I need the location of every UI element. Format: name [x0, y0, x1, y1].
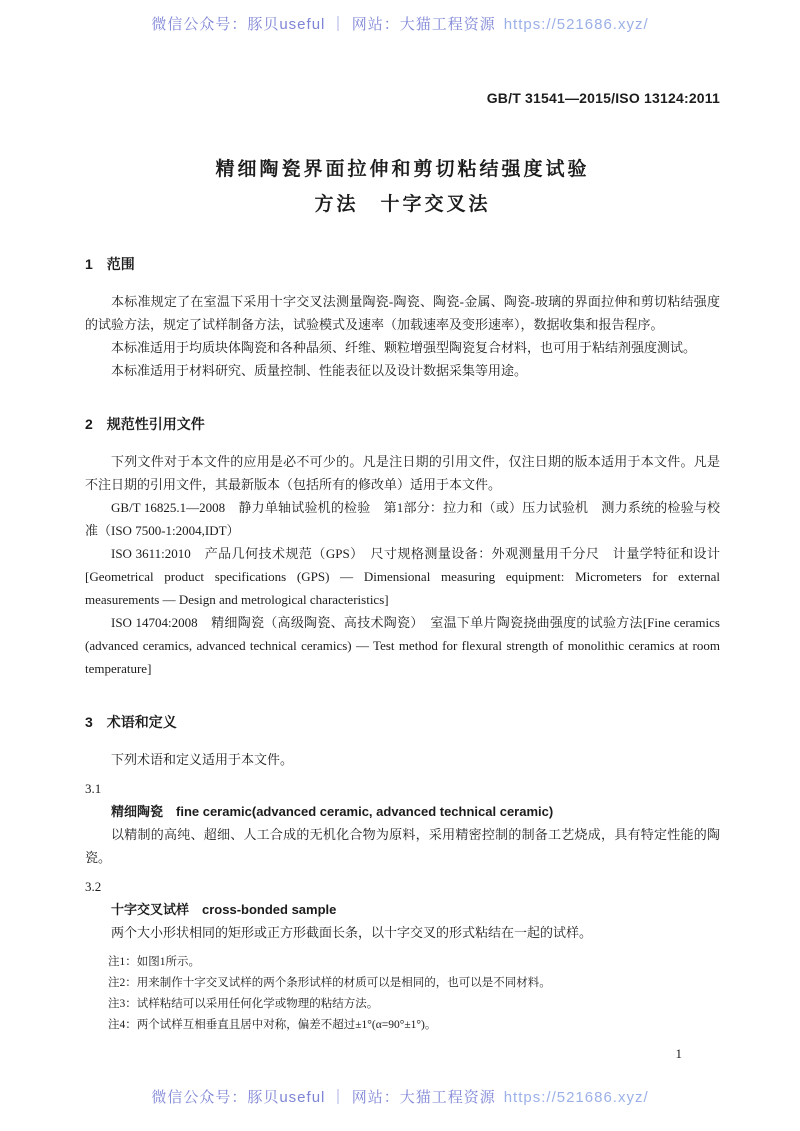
section-1-paragraph: 本标准适用于材料研究、质量控制、性能表征以及设计数据采集等用途。 [111, 363, 528, 378]
section-3-heading: 3 术语和定义 [85, 714, 177, 730]
notes-block [85, 952, 720, 1036]
reference-entry: ISO 3611:2010 产品几何技术规范（GPS） 尺寸规格测量设备：外观测量用千分尺 计量学特征和设计[Geometrical product specifications (GPS) — Dimensional measuring equipment: Micrometers for external measurements — Design and metrological characteristics] [85, 546, 720, 607]
note-4: 注4：两个试样互相垂直且居中对称，偏差不超过±1°(α=90°±1°)。 [108, 1019, 437, 1031]
watermark-text: 微信公众号：豚贝useful ｜ 网站：大猫工程资源 [151, 1089, 496, 1106]
note-2: 注2：用来制作十字交叉试样的两个条形试样的材质可以是相同的，也可以是不同材料。 [108, 977, 551, 989]
section-1-paragraph: 本标准适用于均质块体陶瓷和各种晶须、纤维、颗粒增强型陶瓷复合材料，也可用于粘结剂强度测试。 [111, 340, 697, 355]
section-3-intro: 下列术语和定义适用于本文件。 [111, 752, 294, 767]
reference-entry: ISO 14704:2008 精细陶瓷（高级陶瓷、高技术陶瓷） 室温下单片陶瓷挠曲强度的试验方法[Fine ceramics (advanced ceramics, advanced technical ceramics) — Test method for flexural strength of monolithic ceramics at room temperature] [85, 615, 720, 676]
term-number-3-2: 3.2 [85, 879, 102, 894]
section-2-intro: 下列文件对于本文件的应用是必不可少的。凡是注日期的引用文件，仅注日期的版本适用于本文件。凡是不注日期的引用文件，其最新版本（包括所有的修改单）适用于本文件。 [85, 454, 720, 492]
term-definition: 两个大小形状相同的矩形或正方形截面长条，以十字交叉的形式粘结在一起的试样。 [111, 925, 593, 940]
page-number: 1 [675, 1046, 682, 1061]
section-1-heading: 1 范围 [85, 256, 135, 272]
reference-entry: GB/T 16825.1—2008 静力单轴试验机的检验 第1部分：拉力和（或）压力试验机 测力系统的检验与校准（ISO 7500-1:2004,IDT） [85, 500, 720, 538]
watermark-link: https://521686.xyz/ [503, 16, 649, 33]
watermark-bottom [0, 1086, 800, 1107]
term-definition: 以精制的高纯、超细、人工合成的无机化合物为原料，采用精密控制的制备工艺烧成，具有特定性能的陶瓷。 [85, 827, 720, 865]
section-2-heading: 2 规范性引用文件 [85, 416, 205, 432]
watermark-link: https://521686.xyz/ [503, 1089, 649, 1106]
section-1-paragraph: 本标准规定了在室温下采用十字交叉法测量陶瓷-陶瓷、陶瓷-金属、陶瓷-玻璃的界面拉伸和剪切粘结强度的试验方法，规定了试样制备方法，试验模式及速率（加载速率及变形速率），数据收集和报告程序。 [85, 294, 720, 332]
document-title-line1: 精细陶瓷界面拉伸和剪切粘结强度试验 [215, 159, 590, 180]
watermark-text: 微信公众号：豚贝useful ｜ 网站：大猫工程资源 [151, 16, 496, 33]
document-title-line2: 方法 十字交叉法 [314, 194, 491, 215]
term-title-cross-bonded-sample: 十字交叉试样 cross-bonded sample [111, 902, 337, 917]
document-title [85, 152, 720, 222]
document-content [85, 0, 720, 1036]
standard-number: GB/T 31541—2015/ISO 13124:2011 [486, 90, 720, 106]
term-title-fine-ceramic: 精细陶瓷 fine ceramic(advanced ceramic, advanced technical ceramic) [111, 804, 554, 819]
note-3: 注3：试样粘结可以采用任何化学或物理的粘结方法。 [108, 998, 379, 1010]
note-1: 注1：如图1所示。 [108, 956, 200, 968]
term-number-3-1: 3.1 [85, 781, 102, 796]
